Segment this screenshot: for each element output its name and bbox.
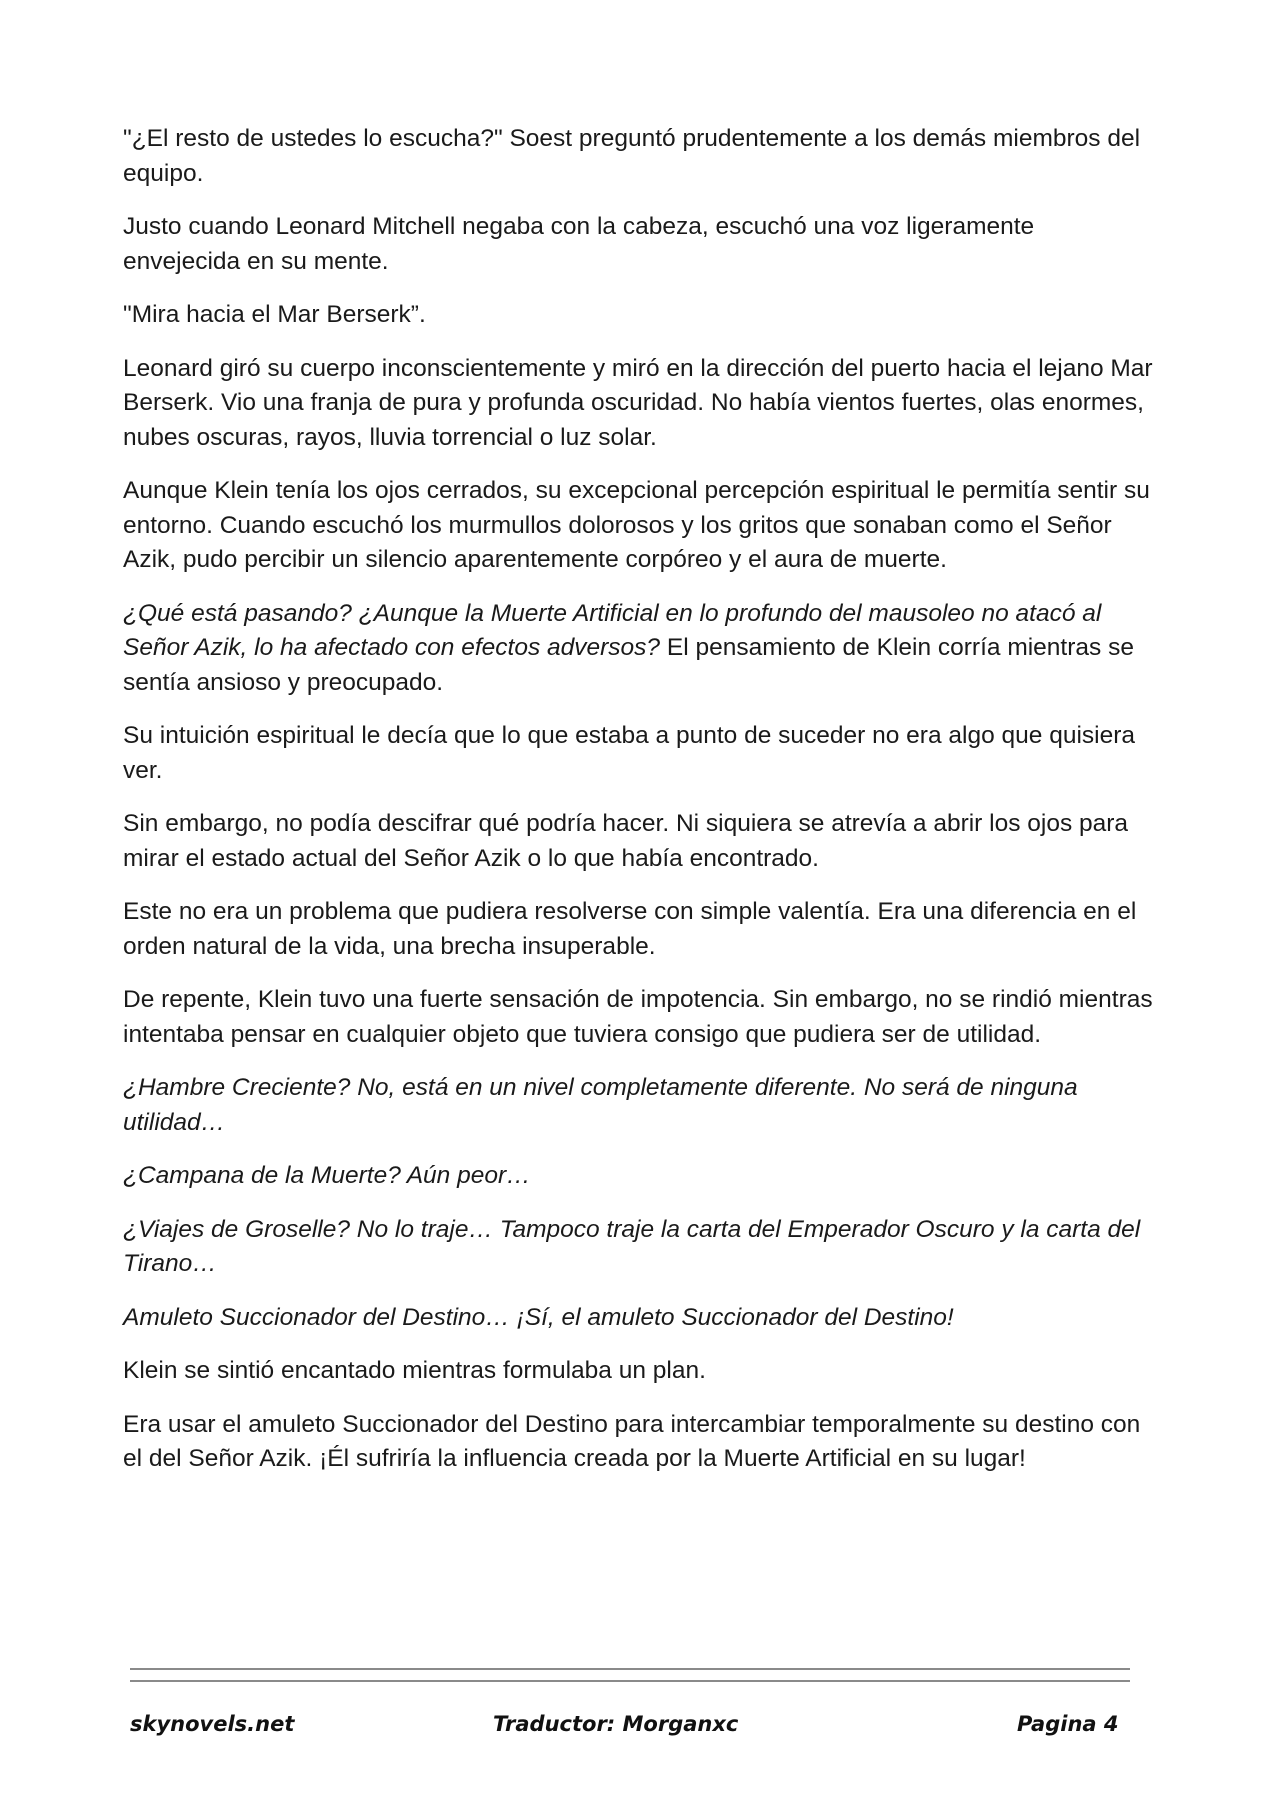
italic-text-segment: ¿Qué está pasando? ¿Aunque la Muerte Artificial en lo profundo del mausoleo no atacó al Señor Azik, lo ha afectado con efectos adversos? [123,599,1102,661]
text-segment: Este no era un problema que pudiera resolverse con simple valentía. Era una diferencia en el orden natural de la vida, una brecha insuperable. [123,898,1137,960]
text-segment: Era usar el amuleto Succionador del Destino para intercambiar temporalmente su destino con el del Señor Azik. ¡Él sufriría la influencia creada por la Muerte Artificial en su lugar! [123,1410,1141,1472]
footer-divider [130,1668,1130,1682]
paragraph [123,895,1158,964]
footer-page-number: Pagina 4 [1017,1712,1119,1736]
text-segment: Leonard giró su cuerpo inconscientemente y miró en la dirección del puerto hacia el lejano Mar Berserk. Vio una franja de pura y profunda oscuridad. No había vientos fuertes, olas enormes, nubes oscuras, rayos, lluvia torrencial o luz solar. [123,354,1153,451]
text-segment: "¿El resto de ustedes lo escucha?" Soest preguntó prudentemente a los demás miembros del equipo. [123,125,1141,187]
italic-text-segment: ¿Campana de la Muerte? Aún peor… [123,1162,531,1189]
paragraph [123,719,1158,788]
page-footer [0,1712,1280,1748]
text-segment: Su intuición espiritual le decía que lo que estaba a punto de suceder no era algo que quisiera ver. [123,722,1136,784]
paragraph [123,352,1158,456]
italic-text-segment: Amuleto Succionador del Destino… ¡Sí, el amuleto Succionador del Destino! [123,1303,954,1331]
paragraph [123,1354,1158,1389]
text-segment: "Mira hacia el Mar Berserk”. [123,301,426,328]
text-segment: Justo cuando Leonard Mitchell negaba con la cabeza, escuchó una voz ligeramente envejecida en su mente. [123,213,1035,275]
paragraph [123,597,1158,701]
text-segment: De repente, Klein tuvo una fuerte sensación de impotencia. Sin embargo, no se rindió mientras intentaba pensar en cualquier objeto que tuviera consigo que pudiera ser de utilidad. [123,986,1153,1048]
paragraph [123,1071,1158,1140]
paragraph [123,210,1158,279]
footer-divider-line-bottom [130,1680,1130,1682]
text-segment: Sin embargo, no podía descifrar qué podría hacer. Ni siquiera se atrevía a abrir los ojos para mirar el estado actual del Señor Azik o lo que había encontrado. [123,810,1129,872]
text-segment: Aunque Klein tenía los ojos cerrados, su excepcional percepción espiritual le permitía sentir su entorno. Cuando escuchó los murmullos dolorosos y los gritos que sonaban como el Señor Azik, pudo percibir un silencio aparentemente corpóreo y el aura de muerte. [123,477,1150,573]
paragraph [123,474,1158,578]
paragraph [123,1301,1158,1336]
paragraph [123,807,1158,876]
paragraph [123,122,1158,191]
paragraph [123,983,1158,1052]
paragraph [123,1408,1158,1477]
footer-translator-credit: Traductor: Morganxc [493,1712,739,1736]
italic-text-segment: ¿Hambre Creciente? No, está en un nivel completamente diferente. No será de ninguna utilidad… [123,1074,1078,1136]
footer-divider-line-top [130,1668,1130,1670]
document-body [123,122,1158,1496]
italic-text-segment: ¿Viajes de Groselle? No lo traje… Tampoco traje la carta del Emperador Oscuro y la carta del Tirano… [123,1215,1141,1277]
paragraph [123,1159,1158,1194]
text-segment: Klein se sintió encantado mientras formulaba un plan. [123,1357,706,1384]
footer-site-name: skynovels.net [130,1712,295,1736]
paragraph [123,298,1158,333]
paragraph [123,1213,1158,1282]
text-segment: El pensamiento de Klein corría mientras se sentía ansioso y preocupado. [123,634,1134,696]
